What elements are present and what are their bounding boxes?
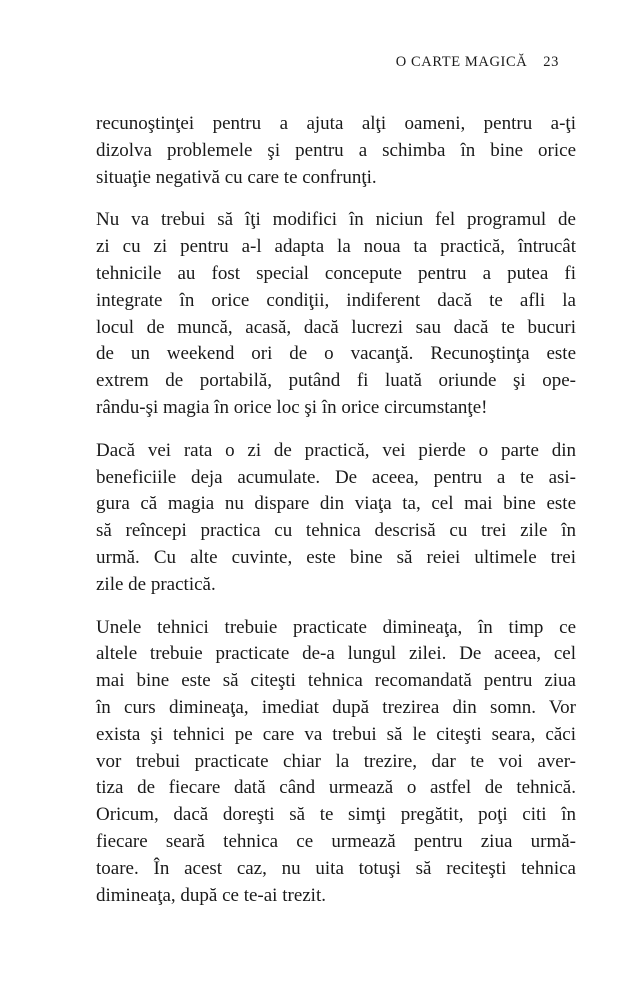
text-line: în curs dimineaţa, imediat după trezirea din somn. Vor bbox=[96, 696, 576, 718]
paragraph-1 bbox=[96, 111, 576, 191]
paragraph-2 bbox=[96, 207, 576, 421]
text-line: vor trebui practicate chiar la trezire, dar te voi aver- bbox=[96, 750, 576, 772]
paragraph-4 bbox=[96, 615, 576, 910]
body-text bbox=[96, 111, 576, 925]
text-line: de un weekend ori de o vacanţă. Recunoştinţa este bbox=[96, 343, 576, 365]
text-line: exista şi tehnici pe care va trebui să le citeşti seara, căci bbox=[96, 723, 576, 745]
text-line: toare. În acest caz, nu uita totuşi să reciteşti tehnica bbox=[96, 857, 576, 879]
paragraph-3 bbox=[96, 438, 576, 599]
text-line: să reîncepi practica cu tehnica descrisă cu trei zile în bbox=[96, 520, 576, 542]
text-line: fiecare seară tehnica ce urmează pentru ziua urmă- bbox=[96, 830, 576, 852]
text-line: integrate în orice condiţii, indiferent dacă te afli la bbox=[96, 289, 576, 311]
text-line: dimineaţa, după ce te-ai trezit. bbox=[96, 884, 326, 906]
text-line: gura că magia nu dispare din viaţa ta, cel mai bine este bbox=[96, 493, 576, 515]
running-title: O CARTE MAGICĂ bbox=[395, 54, 528, 70]
text-line: tiza de fiecare dată când urmează o astfel de tehnică. bbox=[96, 777, 576, 799]
page-number: 23 bbox=[543, 54, 559, 70]
text-line: tehnicile au fost special concepute pentru a putea fi bbox=[96, 262, 576, 284]
text-line: urmă. Cu alte cuvinte, este bine să reiei ultimele trei bbox=[96, 546, 576, 568]
text-line: Oricum, dacă doreşti să te simţi pregătit, poţi citi în bbox=[96, 804, 576, 826]
text-line: locul de muncă, acasă, dacă lucrezi sau dacă te bucuri bbox=[96, 316, 576, 338]
running-header bbox=[396, 54, 559, 71]
text-line: Dacă vei rata o zi de practică, vei pierde o parte din bbox=[96, 439, 576, 461]
text-line: situaţie negativă cu care te confrunţi. bbox=[96, 166, 377, 188]
text-line: altele trebuie practicate de-a lungul zilei. De aceea, cel bbox=[96, 643, 576, 665]
text-line: recunoştinţei pentru a ajuta alţi oameni, pentru a-ţi bbox=[96, 113, 576, 134]
text-line: beneficiile deja acumulate. De aceea, pentru a te asi- bbox=[96, 466, 576, 488]
text-line: zile de practică. bbox=[96, 573, 216, 595]
text-line: extrem de portabilă, putând fi luată oriunde şi ope- bbox=[96, 370, 576, 392]
text-line: Unele tehnici trebuie practicate dimineaţa, în timp ce bbox=[96, 616, 576, 638]
text-line: Nu va trebui să îţi modifici în niciun fel programul de bbox=[96, 209, 576, 231]
text-line: dizolva problemele şi pentru a schimba în bine orice bbox=[96, 139, 576, 161]
text-line: zi cu zi pentru a-l adapta la noua ta practică, întrucât bbox=[96, 236, 576, 258]
text-line: rându-şi magia în orice loc şi în orice circumstanţe! bbox=[96, 396, 488, 418]
text-line: mai bine este să citeşti tehnica recomandată pentru ziua bbox=[96, 670, 576, 692]
